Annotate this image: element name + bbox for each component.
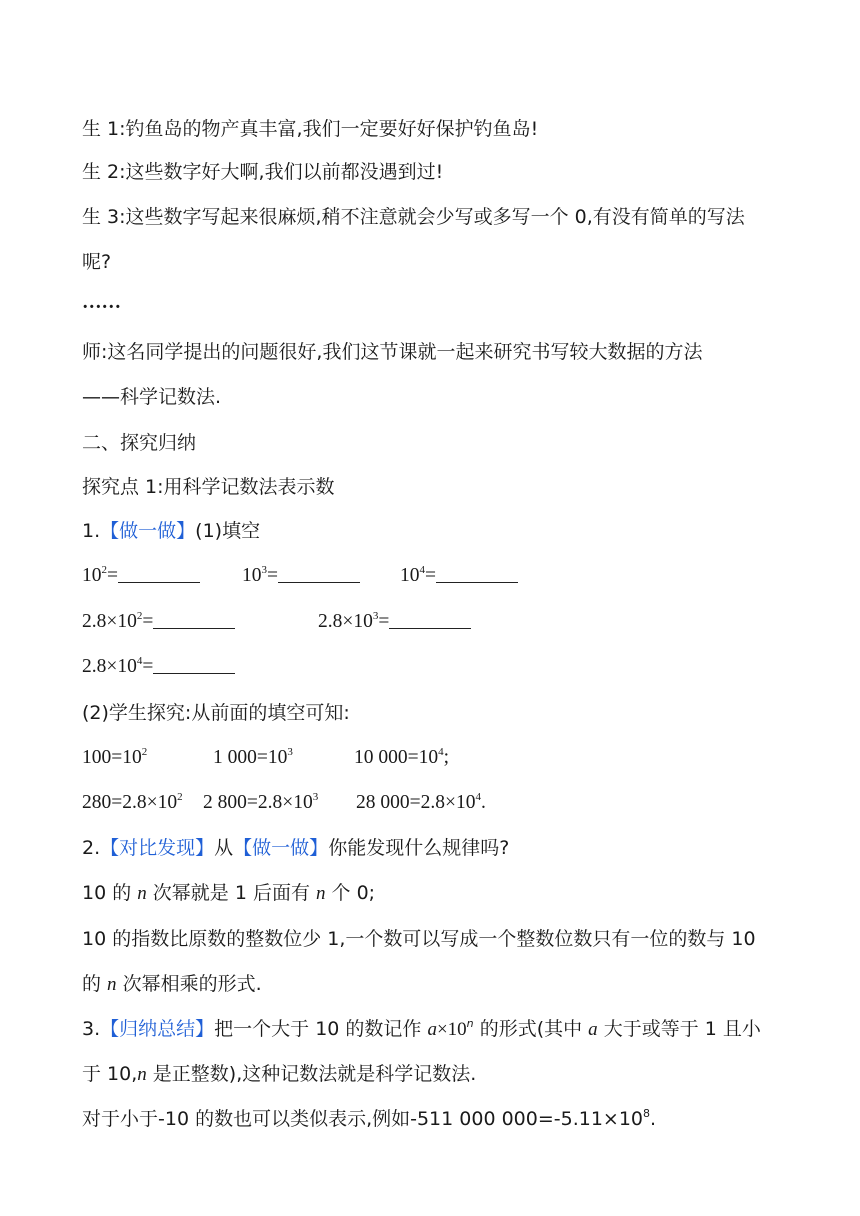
equation: $100=10^2$ bbox=[82, 746, 148, 768]
answer-blank[interactable] bbox=[436, 564, 518, 583]
explore-point-heading: 探究点 1:用科学记数法表示数 bbox=[82, 476, 335, 498]
summary-tag: 【归纳总结】 bbox=[100, 1018, 215, 1040]
result-row-1 bbox=[82, 745, 782, 771]
fill-row-2 bbox=[82, 609, 782, 635]
equation: 28 $000=2.8\times 10^4$. bbox=[356, 791, 486, 813]
fill-row-3 bbox=[82, 654, 782, 680]
equation: 1 $000=10^3$ bbox=[213, 746, 293, 768]
fill-row-1 bbox=[82, 563, 782, 589]
negative-example-line: 对于小于-10 的数也可以类似表示,例如-511 000 $000=-5.11\times 10^8$. bbox=[82, 1107, 657, 1130]
fill-item: $10^3=$ bbox=[242, 563, 360, 591]
equation: $280=2.8\times 10^2$ bbox=[82, 791, 183, 813]
answer-blank[interactable] bbox=[153, 655, 235, 674]
student-1-line: 生 1:钓鱼岛的物产真丰富,我们一定要好好保护钓鱼岛! bbox=[82, 118, 539, 140]
equation: 10 $000=10^4$; bbox=[354, 746, 450, 768]
fill-item: $2.8\times 10^4=$ bbox=[82, 654, 235, 682]
teacher-line-cont: ——科学记数法. bbox=[82, 386, 222, 408]
question-3-line-cont: 于 10,n 是正整数),这种记数法就是科学记数法. bbox=[82, 1063, 477, 1085]
student-2-line: 生 2:这些数字好大啊,我们以前都没遇到过! bbox=[82, 161, 444, 183]
fill-item: $10^4=$ bbox=[400, 563, 518, 591]
student-3-line-cont: 呢? bbox=[82, 251, 112, 273]
answer-blank[interactable] bbox=[118, 564, 200, 583]
fill-item: $2.8\times 10^3=$ bbox=[318, 609, 471, 637]
answer-blank[interactable] bbox=[389, 610, 471, 629]
question-2-text: 你能发现什么规律吗? bbox=[328, 837, 510, 859]
compare-discover-tag: 【对比发现】 bbox=[100, 837, 215, 859]
answer-blank[interactable] bbox=[153, 610, 235, 629]
document-page bbox=[82, 0, 782, 1216]
do-it-tag: 【做一做】 bbox=[100, 520, 196, 542]
rule-1-line: 10 的 n 次幂就是 1 后面有 n 个 0; bbox=[82, 882, 376, 904]
question-2-line bbox=[82, 835, 509, 861]
fill-item: $2.8\times 10^2=$ bbox=[82, 609, 235, 637]
student-3-line: 生 3:这些数字写起来很麻烦,稍不注意就会少写或多写一个 0,有没有简单的写法 bbox=[82, 206, 745, 228]
fill-item: $10^2=$ bbox=[82, 563, 200, 591]
section-heading: 二、探究归纳 bbox=[82, 432, 197, 454]
ellipsis: …… bbox=[82, 292, 121, 313]
rule-2-line: 10 的指数比原数的整数位少 1,一个数可以写成一个整数位数只有一位的数与 10 bbox=[82, 928, 756, 950]
result-row-2 bbox=[82, 790, 782, 816]
question-3-number: 3. bbox=[82, 1018, 101, 1040]
question-1-number: 1. bbox=[82, 520, 101, 542]
student-explore-intro: (2)学生探究:从前面的填空可知: bbox=[82, 702, 350, 724]
question-2-number: 2. bbox=[82, 837, 101, 859]
do-it-tag: 【做一做】 bbox=[233, 837, 329, 859]
question-3-line: 3.【归纳总结】把一个大于 10 的数记作 $a\times 10^n$ 的形式(其中 a 大于或等于 1 且小 bbox=[82, 1017, 761, 1040]
question-1-line bbox=[82, 518, 260, 544]
teacher-line: 师:这名同学提出的问题很好,我们这节课就一起来研究书写较大数据的方法 bbox=[82, 341, 703, 363]
question-2-from: 从 bbox=[214, 837, 234, 859]
equation: 2 $800=2.8\times 10^3$ bbox=[203, 791, 319, 813]
answer-blank[interactable] bbox=[278, 564, 360, 583]
rule-2-line-cont: 的 n 次幂相乘的形式. bbox=[82, 973, 262, 995]
question-1-text: (1)填空 bbox=[195, 520, 261, 542]
